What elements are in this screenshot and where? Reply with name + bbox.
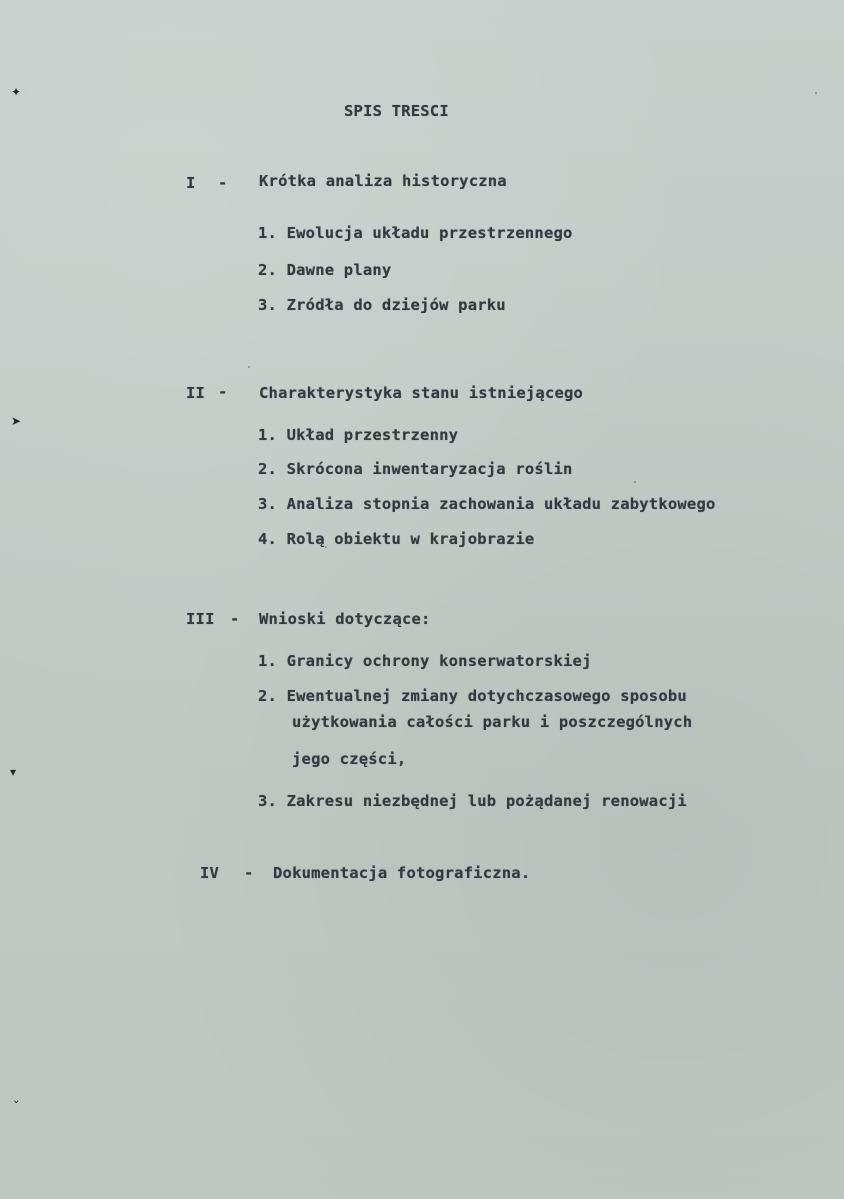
list-item: 1. Granicy ochrony konserwatorskiej: [258, 652, 592, 670]
list-item: 3. Analiza stopnia zachowania układu zabytkowego: [258, 495, 716, 513]
list-item: 3. Zakresu niezbędnej lub pożądanej renowacji: [258, 792, 687, 810]
paper-speck: [248, 366, 250, 368]
section-heading: Wnioski dotyczące:: [259, 610, 431, 628]
section-dash: -: [218, 174, 228, 192]
section-numeral: III: [186, 610, 215, 628]
section-dash: -: [218, 383, 228, 401]
section-numeral: I: [186, 174, 196, 192]
margin-mark: ➤: [11, 414, 22, 428]
list-item-continuation: użytkowania całości parku i poszczególnych: [292, 713, 693, 731]
list-item: 2. Skrócona inwentaryzacja roślin: [258, 460, 573, 478]
list-item-continuation: jego części,: [292, 750, 407, 768]
section-heading: Charakterystyka stanu istniejącego: [259, 384, 584, 402]
section-heading: Krótka analiza historyczna: [259, 172, 507, 190]
margin-mark: ⌄: [12, 1095, 21, 1106]
section-dash: -: [230, 610, 240, 628]
section-numeral: IV: [200, 864, 220, 882]
paper-speck: [634, 481, 636, 483]
document-title: SPIS TRESCI: [344, 102, 449, 120]
margin-mark: ▾: [10, 765, 17, 779]
section-numeral: II: [186, 384, 206, 402]
section-dash: -: [244, 864, 254, 882]
section-heading: Dokumentacja fotograficzna.: [273, 864, 531, 882]
paper-speck: [815, 92, 817, 94]
list-item: 2. Ewentualnej zmiany dotychczasowego sposobu: [258, 687, 687, 705]
list-item: 3. Zródła do dziejów parku: [258, 296, 506, 314]
list-item: 2. Dawne plany: [258, 261, 392, 279]
list-item: 1. Układ przestrzenny: [258, 426, 459, 444]
list-item: 1. Ewolucja układu przestrzennego: [258, 224, 573, 242]
list-item: 4. Rolą obiektu w krajobrazie: [258, 530, 535, 548]
margin-mark: ✦: [11, 85, 22, 99]
